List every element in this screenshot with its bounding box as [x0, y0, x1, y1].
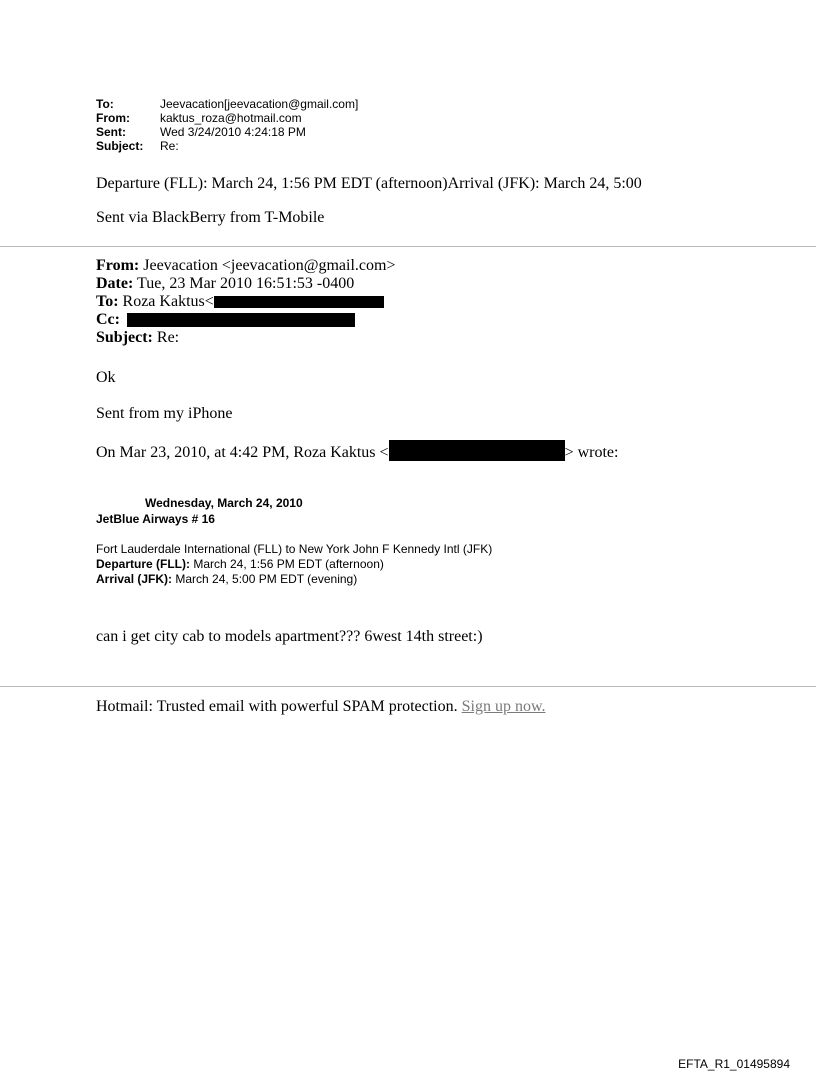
quoted-ok: Ok — [96, 369, 116, 386]
sign-up-link[interactable]: Sign up now. — [461, 698, 546, 715]
quoted-subject-label: Subject: — [96, 329, 153, 346]
sent-value: Wed 3/24/2010 4:24:18 PM — [160, 125, 306, 139]
quoted-to-row — [96, 293, 395, 311]
question-line: can i get city cab to models apartment??? 6west 14th street:) — [96, 628, 483, 645]
quoted-subject-row — [96, 329, 395, 347]
document-id: EFTA_R1_01495894 — [678, 1057, 790, 1071]
quoted-subject-value: Re: — [156, 329, 180, 346]
flight-route: Fort Lauderdale International (FLL) to New York John F Kennedy Intl (JFK) — [96, 542, 493, 556]
divider-top — [0, 246, 816, 247]
flight-airline: JetBlue Airways # 16 — [96, 512, 215, 526]
quoted-on-wrote — [96, 440, 618, 462]
quoted-cc-label: Cc: — [96, 311, 120, 328]
from-value: kaktus_roza@hotmail.com — [160, 111, 302, 125]
sent-row — [96, 125, 358, 139]
quoted-cc-row — [96, 311, 395, 329]
quoted-sent-from: Sent from my iPhone — [96, 405, 233, 422]
redaction-block — [389, 440, 565, 461]
quoted-to-label: To: — [96, 293, 119, 310]
departure-label: Departure (FLL): — [96, 557, 190, 571]
flight-arrival — [96, 572, 357, 587]
quoted-from-row — [96, 257, 395, 275]
hotmail-line — [96, 697, 545, 716]
body-line-sent-via: Sent via BlackBerry from T-Mobile — [96, 209, 325, 226]
arrival-label: Arrival (JFK): — [96, 572, 173, 586]
departure-value: March 24, 1:56 PM EDT (afternoon) — [190, 557, 384, 571]
quoted-to-value: Roza Kaktus< — [122, 293, 214, 310]
from-row — [96, 111, 358, 125]
subject-row — [96, 139, 358, 153]
quoted-from-value: Jeevacation <jeevacation@gmail.com> — [143, 257, 396, 274]
subject-label: Subject: — [96, 139, 144, 153]
flight-departure — [96, 557, 384, 572]
from-label: From: — [96, 111, 130, 125]
to-label: To: — [96, 97, 114, 111]
quoted-from-label: From: — [96, 257, 140, 274]
body-line-departure: Departure (FLL): March 24, 1:56 PM EDT (afternoon)Arrival (JFK): March 24, 5:00 — [96, 175, 642, 192]
arrival-value: March 24, 5:00 PM EDT (evening) — [172, 572, 358, 586]
on-wrote-suffix: > wrote: — [564, 444, 619, 461]
email-header — [96, 97, 358, 153]
redaction-block — [127, 313, 355, 327]
subject-value: Re: — [160, 139, 179, 153]
quoted-date-value: Tue, 23 Mar 2010 16:51:53 -0400 — [137, 275, 355, 292]
hotmail-text: Hotmail: Trusted email with powerful SPAM protection. — [96, 698, 462, 715]
quoted-header — [96, 257, 395, 347]
quoted-date-label: Date: — [96, 275, 134, 292]
divider-bottom — [0, 686, 816, 687]
on-wrote-prefix: On Mar 23, 2010, at 4:42 PM, Roza Kaktus < — [96, 444, 389, 461]
to-row — [96, 97, 358, 111]
sent-label: Sent: — [96, 125, 126, 139]
flight-date: Wednesday, March 24, 2010 — [145, 496, 303, 510]
redaction-block — [214, 296, 384, 308]
to-value: Jeevacation[jeevacation@gmail.com] — [160, 97, 359, 111]
quoted-date-row — [96, 275, 395, 293]
